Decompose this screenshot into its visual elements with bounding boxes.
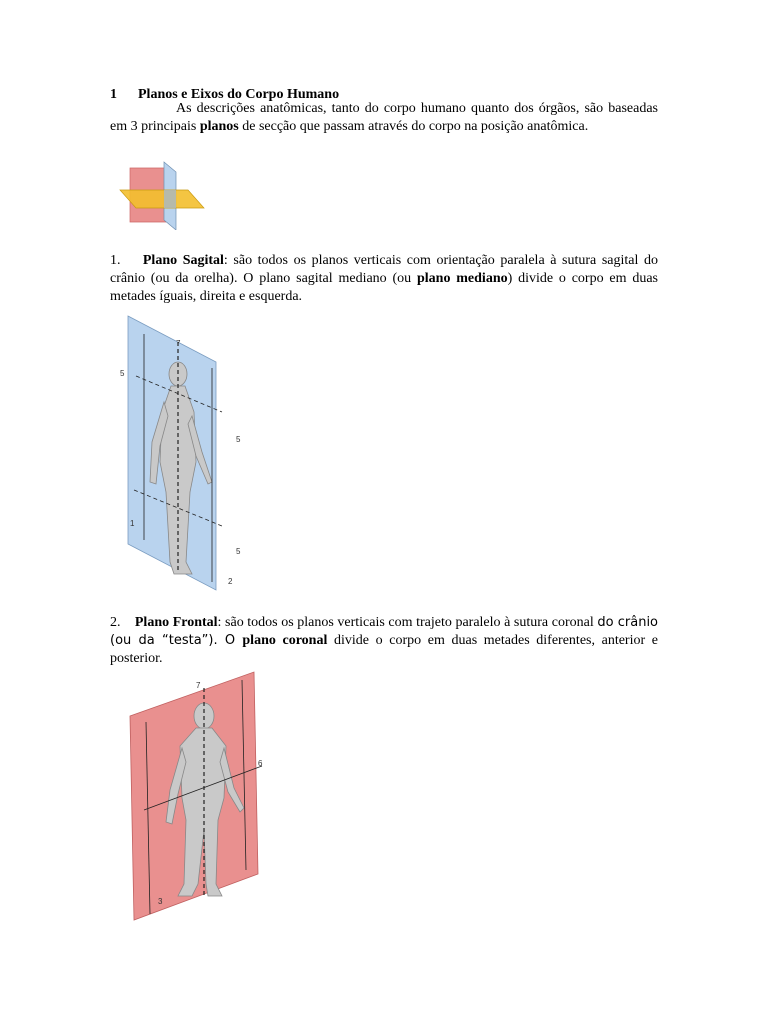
sagittal-text-end: ) divide o corpo em duas metades íguais, direita e esquerda.	[110, 271, 658, 304]
frontal-text-end: divide o corpo em duas metades diferentes, anterior e posterior.	[110, 633, 658, 666]
sagittal-number: 1.	[110, 253, 121, 268]
sagittal-text: : são todos os planos verticais com orientação paralela à sutura sagital do crânio (ou da orelha). O plano sagital mediano (ou	[110, 253, 658, 286]
coronal-plane-term: plano coronal	[242, 633, 328, 648]
frontal-paragraph	[110, 614, 658, 668]
section-number: 1	[110, 87, 117, 102]
frontal-label-6: 6	[258, 759, 263, 768]
frontal-text: : são todos os planos verticais com trajeto paralelo à sutura coronal	[217, 615, 598, 630]
sagittal-paragraph	[110, 252, 658, 306]
sagittal-label-5b: 5	[236, 435, 241, 444]
sagittal-plane-figure	[116, 312, 248, 592]
sagittal-label-5a: 5	[120, 369, 125, 378]
frontal-term: Plano Frontal	[134, 615, 218, 630]
planes-illustration	[116, 160, 208, 230]
intro-text: As descrições anatômicas, tanto do corpo humano quanto dos órgãos, são baseadas em 3 principais	[110, 101, 658, 134]
intro-bold-term: planos	[199, 119, 239, 134]
section-title: Planos e Eixos do Corpo Humano	[138, 87, 340, 102]
sagittal-label-7: 7	[176, 339, 181, 348]
frontal-number: 2.	[110, 615, 121, 630]
sagittal-label-5c: 5	[236, 547, 241, 556]
frontal-label-7: 7	[196, 681, 201, 690]
intro-text-end: de secção que passam através do corpo na posição anatômica.	[238, 119, 589, 134]
sagittal-label-2: 2	[228, 577, 233, 586]
median-plane-term: plano mediano	[416, 271, 508, 286]
intro-paragraph	[110, 100, 658, 136]
sagittal-term: Plano Sagital	[142, 253, 224, 268]
frontal-text-mono: do crânio (ou da “testa”). O	[110, 615, 659, 648]
frontal-plane-figure	[122, 670, 272, 922]
sagittal-label-1: 1	[130, 519, 135, 528]
frontal-label-3: 3	[158, 897, 163, 906]
